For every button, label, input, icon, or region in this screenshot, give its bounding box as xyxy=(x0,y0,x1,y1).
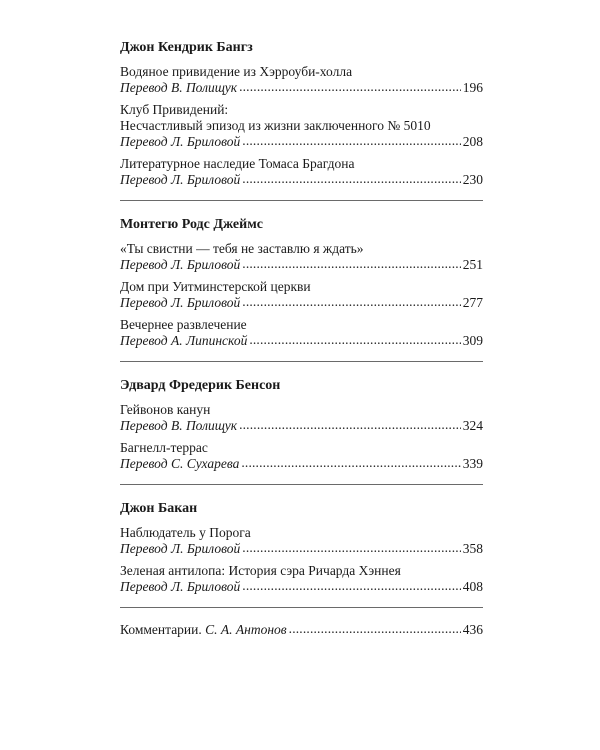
page-number: 324 xyxy=(462,418,483,433)
page-number: 309 xyxy=(462,333,483,348)
toc-entry xyxy=(120,317,483,349)
entry-title: Клуб Привидений: xyxy=(120,102,229,117)
page-number: 196 xyxy=(462,80,483,95)
entry-title: «Ты свистни — тебя не заставлю я ждать» xyxy=(120,241,364,256)
entry-title: Несчастливый эпизод из жизни заключенного № 5010 xyxy=(120,118,431,133)
translator-name: Перевод Л. Бриловой xyxy=(120,295,241,310)
translator-name: Перевод Л. Бриловой xyxy=(120,257,241,272)
entry-title: Багнелл-террас xyxy=(120,440,208,455)
toc-entry xyxy=(120,440,483,472)
translator-line xyxy=(120,579,483,595)
translator-name: Перевод А. Липинской xyxy=(120,333,248,348)
dot-leader xyxy=(289,621,461,637)
entry-title: Гейвонов канун xyxy=(120,402,211,417)
author-section xyxy=(120,215,483,362)
toc-entry xyxy=(120,402,483,434)
author-name: Эдвард Фредерик Бенсон xyxy=(120,378,281,393)
translator-name: Перевод С. Сухарева xyxy=(120,456,240,471)
entry-title: Литературное наследие Томаса Брагдона xyxy=(120,156,355,171)
dot-leader xyxy=(242,171,460,187)
toc-entry xyxy=(120,241,483,273)
entry-title: Наблюдатель у Порога xyxy=(120,525,251,540)
translator-line xyxy=(120,541,483,557)
author-section xyxy=(120,499,483,608)
dot-leader xyxy=(242,540,460,556)
page-number: 251 xyxy=(462,257,483,272)
entry-title: Вечернее развлечение xyxy=(120,317,247,332)
comments-line xyxy=(120,622,483,638)
translator-name: Перевод Л. Бриловой xyxy=(120,541,241,556)
translator-line xyxy=(120,418,483,434)
dot-leader xyxy=(239,79,461,95)
dot-leader xyxy=(242,256,460,272)
author-section xyxy=(120,38,483,201)
dot-leader xyxy=(241,455,460,471)
entry-title: Дом при Уитминстерской церкви xyxy=(120,279,311,294)
page-number: 358 xyxy=(462,541,483,556)
toc-entry xyxy=(120,64,483,96)
translator-line xyxy=(120,257,483,273)
page-number: 208 xyxy=(462,134,483,149)
entry-title: Водяное привидение из Хэрроуби-холла xyxy=(120,64,353,79)
page-number: 339 xyxy=(462,456,483,471)
author-name: Монтегю Родс Джеймс xyxy=(120,217,263,232)
dot-leader xyxy=(242,578,460,594)
translator-name: Перевод В. Полищук xyxy=(120,418,238,433)
translator-line xyxy=(120,333,483,349)
translator-name: Перевод В. Полищук xyxy=(120,80,238,95)
page-number: 408 xyxy=(462,579,483,594)
translator-line xyxy=(120,456,483,472)
translator-line xyxy=(120,134,483,150)
page-number: 277 xyxy=(462,295,483,310)
toc-entry xyxy=(120,156,483,188)
author-name: Джон Кендрик Бангз xyxy=(120,40,253,55)
translator-line xyxy=(120,172,483,188)
comments-label: Комментарии. xyxy=(120,622,202,637)
translator-name: Перевод Л. Бриловой xyxy=(120,172,241,187)
toc-entry xyxy=(120,563,483,595)
comments-author: С. А. Антонов xyxy=(205,622,287,637)
dot-leader xyxy=(242,294,460,310)
dot-leader xyxy=(242,133,460,149)
entry-title: Зеленая антилопа: История сэра Ричарда Хэннея xyxy=(120,563,401,578)
comments-section xyxy=(120,622,483,644)
toc-entry xyxy=(120,525,483,557)
toc-entry xyxy=(120,102,483,150)
translator-line xyxy=(120,80,483,96)
translator-name: Перевод Л. Бриловой xyxy=(120,579,241,594)
translator-line xyxy=(120,295,483,311)
toc-entry xyxy=(120,279,483,311)
dot-leader xyxy=(249,332,460,348)
page-number: 230 xyxy=(462,172,483,187)
translator-name: Перевод Л. Бриловой xyxy=(120,134,241,149)
dot-leader xyxy=(239,417,461,433)
page-number: 436 xyxy=(462,622,483,637)
author-name: Джон Бакан xyxy=(120,501,198,516)
author-section xyxy=(120,376,483,485)
table-of-contents xyxy=(120,38,483,658)
